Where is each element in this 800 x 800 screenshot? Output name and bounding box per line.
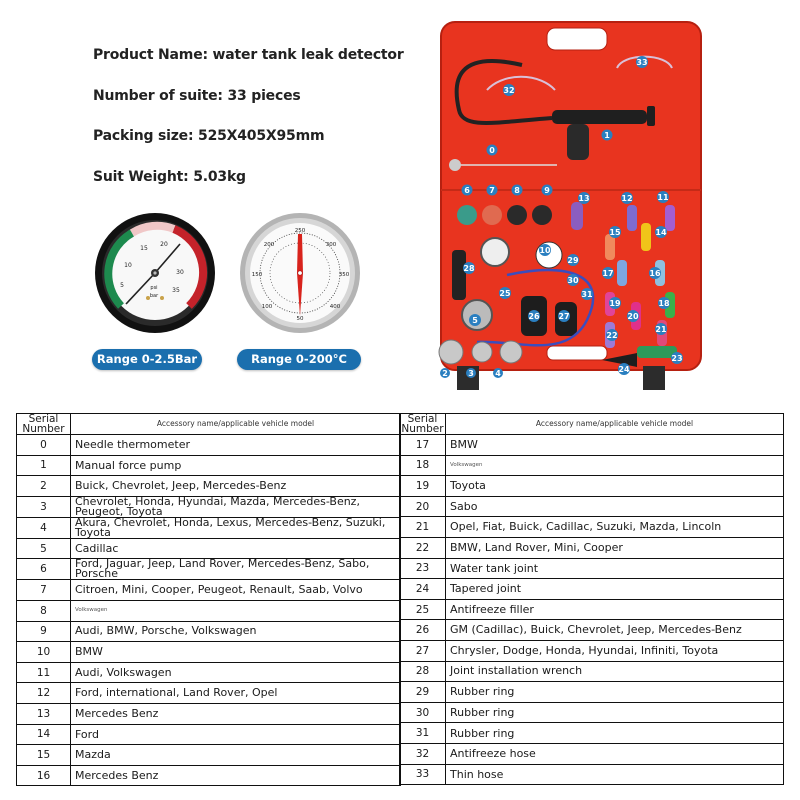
accessory-description-cell: Sabo bbox=[446, 496, 784, 517]
svg-text:14: 14 bbox=[655, 228, 667, 237]
table-row bbox=[400, 661, 784, 682]
table-row bbox=[400, 517, 784, 538]
accessory-description-cell: Citroen, Mini, Cooper, Peugeot, Renault, Saab, Volvo bbox=[71, 580, 401, 601]
accessory-description-cell: Audi, BMW, Porsche, Volkswagen bbox=[71, 621, 401, 642]
case-badge-11 bbox=[657, 191, 669, 203]
svg-text:26: 26 bbox=[528, 312, 540, 321]
svg-text:20: 20 bbox=[627, 312, 639, 321]
accessory-description-cell: Manual force pump bbox=[71, 455, 401, 476]
table-row bbox=[400, 640, 784, 661]
table-row bbox=[400, 702, 784, 723]
pressure-tick: 15 bbox=[140, 245, 148, 252]
temperature-range-badge: Range 0-200°C bbox=[237, 349, 361, 370]
table-row bbox=[400, 682, 784, 703]
table-row bbox=[17, 435, 401, 456]
accessory-description-cell: Mercedes Benz bbox=[71, 703, 401, 724]
serial-number-cell: 2 bbox=[17, 476, 71, 497]
header-serial-number: Serial Number bbox=[401, 413, 444, 435]
serial-number-cell: 13 bbox=[17, 703, 71, 724]
pressure-tick: 5 bbox=[120, 282, 124, 289]
svg-text:31: 31 bbox=[581, 290, 593, 299]
svg-text:23: 23 bbox=[671, 354, 683, 363]
svg-text:22: 22 bbox=[606, 331, 618, 340]
table-row bbox=[400, 723, 784, 744]
case-badge-19 bbox=[609, 297, 621, 309]
table-row bbox=[400, 435, 784, 456]
pressure-gauge-image bbox=[92, 212, 218, 334]
case-badge-13 bbox=[578, 192, 590, 204]
spec-product-name: Product Name: water tank leak detector bbox=[93, 47, 404, 63]
case-badge-24 bbox=[618, 363, 630, 375]
temperature-tick: 350 bbox=[338, 272, 350, 278]
case-badge-4 bbox=[493, 368, 503, 378]
case-badge-9 bbox=[542, 185, 553, 196]
table-row bbox=[17, 724, 401, 745]
parts-table bbox=[16, 413, 783, 785]
svg-text:30: 30 bbox=[567, 276, 579, 285]
case-badge-23 bbox=[671, 352, 683, 364]
pressure-unit-bar: bar bbox=[149, 293, 159, 299]
accessory-description-cell: Toyota bbox=[446, 476, 784, 497]
serial-number-cell: 24 bbox=[400, 579, 446, 600]
serial-number-cell: 16 bbox=[17, 765, 71, 786]
table-row bbox=[17, 517, 401, 538]
table-row bbox=[17, 538, 401, 559]
accessory-description-cell: Buick, Chevrolet, Jeep, Mercedes-Benz bbox=[71, 476, 401, 497]
accessory-description-cell: Water tank joint bbox=[446, 558, 784, 579]
case-badge-21 bbox=[655, 323, 667, 335]
header-accessory-name: Accessory name/applicable vehicle model bbox=[71, 414, 401, 435]
accessory-description-cell: Needle thermometer bbox=[71, 435, 401, 456]
temperature-gauge-image bbox=[237, 212, 363, 334]
case-badge-7 bbox=[487, 185, 498, 196]
svg-text:17: 17 bbox=[602, 269, 614, 278]
svg-text:6: 6 bbox=[464, 186, 470, 195]
accessory-description-cell: Ford bbox=[71, 724, 401, 745]
case-badge-0 bbox=[487, 145, 498, 156]
svg-text:10: 10 bbox=[539, 246, 551, 255]
table-row bbox=[17, 703, 401, 724]
temperature-tick: 250 bbox=[294, 228, 306, 234]
spec-packing-size: Packing size: 525X405X95mm bbox=[93, 128, 325, 144]
accessory-description-cell: Rubber ring bbox=[446, 682, 784, 703]
pressure-tick: 10 bbox=[124, 262, 132, 269]
serial-number-cell: 17 bbox=[400, 435, 446, 456]
table-row bbox=[400, 743, 784, 764]
case-badge-12 bbox=[621, 192, 633, 204]
svg-text:16: 16 bbox=[649, 269, 661, 278]
table-row bbox=[400, 455, 784, 476]
svg-text:11: 11 bbox=[657, 193, 669, 202]
svg-text:0: 0 bbox=[489, 146, 495, 155]
case-badge-33 bbox=[636, 56, 648, 68]
accessory-description-cell: GM (Cadillac), Buick, Chevrolet, Jeep, Mercedes-Benz bbox=[446, 620, 784, 641]
serial-number-cell: 11 bbox=[17, 662, 71, 683]
pressure-tick: 20 bbox=[160, 241, 168, 248]
spec-suite-count: Number of suite: 33 pieces bbox=[93, 88, 301, 104]
serial-number-cell: 26 bbox=[400, 620, 446, 641]
case-badge-10 bbox=[539, 244, 551, 256]
temperature-tick: 100 bbox=[261, 304, 273, 310]
table-header-row bbox=[17, 414, 401, 435]
accessory-description-cell: Chrysler, Dodge, Honda, Hyundai, Infiniti, Toyota bbox=[446, 640, 784, 661]
table-row bbox=[400, 496, 784, 517]
serial-number-cell: 33 bbox=[400, 764, 446, 785]
svg-text:29: 29 bbox=[567, 256, 579, 265]
table-row bbox=[17, 621, 401, 642]
pressure-tick: 30 bbox=[176, 269, 184, 276]
accessory-description-cell: Ford, Jaguar, Jeep, Land Rover, Mercedes-Benz, Sabo, Porsche bbox=[71, 559, 401, 580]
table-row bbox=[400, 558, 784, 579]
accessory-description-cell: Opel, Fiat, Buick, Cadillac, Suzuki, Mazda, Lincoln bbox=[446, 517, 784, 538]
accessory-description-cell: BMW bbox=[446, 435, 784, 456]
accessory-description-cell: BMW bbox=[71, 642, 401, 663]
case-badge-17 bbox=[602, 267, 614, 279]
temperature-tick: 150 bbox=[251, 272, 263, 278]
accessory-description-cell: Ford, international, Land Rover, Opel bbox=[71, 683, 401, 704]
table-row bbox=[400, 537, 784, 558]
pressure-tick: 35 bbox=[172, 287, 180, 294]
svg-text:24: 24 bbox=[618, 365, 630, 374]
case-badge-30 bbox=[567, 274, 579, 286]
pressure-unit-psi: psi bbox=[150, 285, 158, 291]
accessory-description-cell: Joint installation wrench bbox=[446, 661, 784, 682]
table-row bbox=[400, 764, 784, 785]
case-badge-16 bbox=[649, 267, 661, 279]
table-row bbox=[400, 476, 784, 497]
table-row bbox=[17, 642, 401, 663]
table-row bbox=[400, 599, 784, 620]
table-row bbox=[17, 745, 401, 766]
accessory-description-cell: Mazda bbox=[71, 745, 401, 766]
serial-number-cell: 12 bbox=[17, 683, 71, 704]
svg-text:8: 8 bbox=[514, 186, 520, 195]
serial-number-cell: 29 bbox=[400, 682, 446, 703]
parts-table-right bbox=[399, 413, 784, 785]
serial-number-cell: 20 bbox=[400, 496, 446, 517]
svg-text:3: 3 bbox=[468, 369, 474, 378]
serial-number-cell: 15 bbox=[17, 745, 71, 766]
case-badge-25 bbox=[499, 287, 511, 299]
serial-number-cell: 6 bbox=[17, 559, 71, 580]
accessory-description-cell: Rubber ring bbox=[446, 723, 784, 744]
serial-number-cell: 8 bbox=[17, 600, 71, 621]
svg-text:13: 13 bbox=[578, 194, 590, 203]
svg-text:33: 33 bbox=[636, 58, 648, 67]
svg-text:4: 4 bbox=[495, 369, 501, 378]
svg-text:25: 25 bbox=[499, 289, 511, 298]
svg-text:27: 27 bbox=[558, 312, 570, 321]
svg-text:5: 5 bbox=[472, 316, 478, 325]
serial-number-cell: 22 bbox=[400, 537, 446, 558]
svg-text:21: 21 bbox=[655, 325, 667, 334]
case-badge-2 bbox=[440, 368, 450, 378]
table-row bbox=[400, 620, 784, 641]
svg-text:1: 1 bbox=[604, 131, 610, 140]
temperature-tick: 200 bbox=[263, 242, 275, 248]
case-badge-14 bbox=[655, 226, 667, 238]
serial-number-cell: 25 bbox=[400, 599, 446, 620]
serial-number-cell: 7 bbox=[17, 580, 71, 601]
svg-text:15: 15 bbox=[609, 228, 621, 237]
table-row bbox=[17, 455, 401, 476]
case-badge-31 bbox=[581, 288, 593, 300]
svg-text:12: 12 bbox=[621, 194, 633, 203]
case-badge-28 bbox=[463, 262, 475, 274]
case-badge-22 bbox=[606, 329, 618, 341]
temperature-tick: 400 bbox=[329, 304, 341, 310]
serial-number-cell: 5 bbox=[17, 538, 71, 559]
serial-number-cell: 18 bbox=[400, 455, 446, 476]
table-row bbox=[17, 683, 401, 704]
table-row bbox=[400, 579, 784, 600]
case-badge-15 bbox=[609, 226, 621, 238]
serial-number-cell: 19 bbox=[400, 476, 446, 497]
accessory-description-cell: BMW, Land Rover, Mini, Cooper bbox=[446, 537, 784, 558]
case-badge-6 bbox=[462, 185, 473, 196]
table-row bbox=[17, 600, 401, 621]
serial-number-cell: 31 bbox=[400, 723, 446, 744]
serial-number-cell: 10 bbox=[17, 642, 71, 663]
case-badge-8 bbox=[512, 185, 523, 196]
case-badge-26 bbox=[528, 310, 540, 322]
accessory-description-cell: Tapered joint bbox=[446, 579, 784, 600]
serial-number-cell: 4 bbox=[17, 517, 71, 538]
accessory-description-cell: Cadillac bbox=[71, 538, 401, 559]
serial-number-cell: 23 bbox=[400, 558, 446, 579]
toolkit-case-image bbox=[437, 20, 705, 392]
accessory-description-cell: Thin hose bbox=[446, 764, 784, 785]
accessory-description-cell: Rubber ring bbox=[446, 702, 784, 723]
table-row bbox=[17, 662, 401, 683]
parts-table-left bbox=[16, 413, 401, 786]
case-badge-18 bbox=[658, 297, 670, 309]
serial-number-cell: 3 bbox=[17, 496, 71, 517]
svg-text:32: 32 bbox=[503, 86, 515, 95]
case-badge-32 bbox=[503, 84, 515, 96]
serial-number-cell: 27 bbox=[400, 640, 446, 661]
case-badge-1 bbox=[602, 130, 613, 141]
temperature-tick: 50 bbox=[296, 316, 304, 322]
temperature-tick: 300 bbox=[325, 242, 337, 248]
accessory-description-cell: Antifreeze filler bbox=[446, 599, 784, 620]
svg-text:18: 18 bbox=[658, 299, 670, 308]
serial-number-cell: 28 bbox=[400, 661, 446, 682]
table-row bbox=[17, 559, 401, 580]
accessory-description-cell: Volkswagen bbox=[446, 455, 784, 476]
table-row bbox=[17, 580, 401, 601]
accessory-description-cell: Chevrolet, Honda, Hyundai, Mazda, Mercedes-Benz, Peugeot, Toyota bbox=[71, 496, 401, 517]
header-accessory-name: Accessory name/applicable vehicle model bbox=[446, 414, 784, 435]
serial-number-cell: 32 bbox=[400, 743, 446, 764]
svg-text:7: 7 bbox=[489, 186, 495, 195]
case-badge-27 bbox=[558, 310, 570, 322]
case-badge-29 bbox=[567, 254, 579, 266]
serial-number-cell: 1 bbox=[17, 455, 71, 476]
case-badge-3 bbox=[466, 368, 476, 378]
case-badge-5 bbox=[469, 314, 481, 326]
serial-number-cell: 14 bbox=[17, 724, 71, 745]
accessory-description-cell: Mercedes Benz bbox=[71, 765, 401, 786]
accessory-description-cell: Antifreeze hose bbox=[446, 743, 784, 764]
spec-weight: Suit Weight: 5.03kg bbox=[93, 169, 246, 185]
accessory-description-cell: Akura, Chevrolet, Honda, Lexus, Mercedes-Benz, Suzuki, Toyota bbox=[71, 517, 401, 538]
accessory-description-cell: Volkswagen bbox=[71, 600, 401, 621]
table-row bbox=[17, 496, 401, 517]
table-row bbox=[17, 765, 401, 786]
accessory-description-cell: Audi, Volkswagen bbox=[71, 662, 401, 683]
header-serial-number: Serial Number bbox=[17, 414, 71, 435]
svg-text:28: 28 bbox=[463, 264, 475, 273]
serial-number-cell: 0 bbox=[17, 435, 71, 456]
case-badge-20 bbox=[627, 310, 639, 322]
table-row bbox=[17, 476, 401, 497]
table-header-row bbox=[400, 414, 784, 435]
svg-text:2: 2 bbox=[442, 369, 448, 378]
pressure-range-badge: Range 0-2.5Bar bbox=[92, 349, 202, 370]
serial-number-cell: 21 bbox=[400, 517, 446, 538]
svg-text:9: 9 bbox=[544, 186, 550, 195]
serial-number-cell: 30 bbox=[400, 702, 446, 723]
svg-text:19: 19 bbox=[609, 299, 621, 308]
serial-number-cell: 9 bbox=[17, 621, 71, 642]
